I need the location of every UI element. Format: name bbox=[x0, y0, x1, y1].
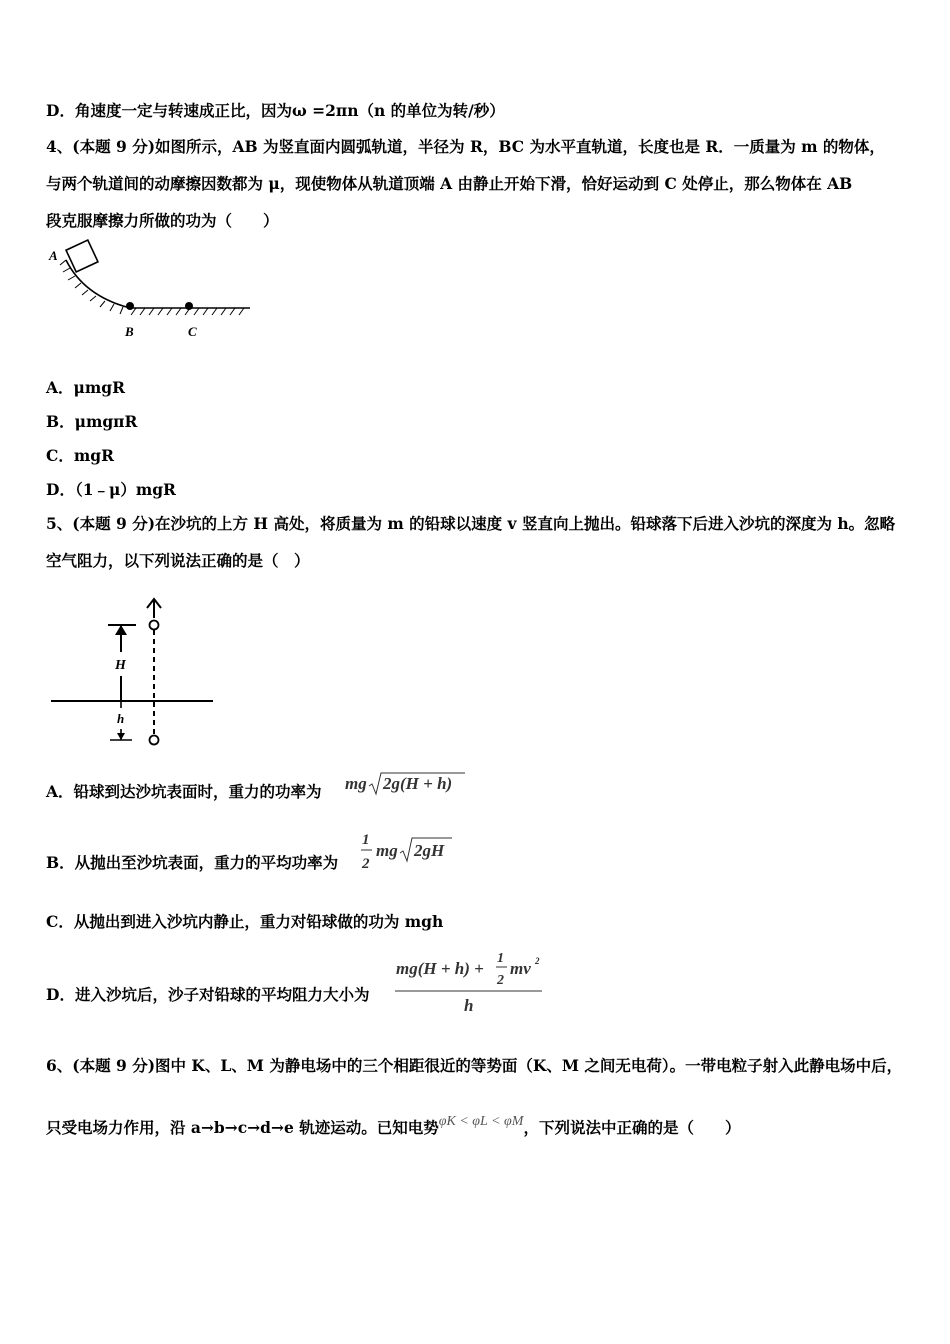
q5-option-b-frac-den: 2 bbox=[362, 856, 370, 872]
q4-option-c: C．mgR bbox=[46, 446, 114, 465]
q5-option-c: C．从抛出到进入沙坑内静止，重力对铅球做的功为 mgh bbox=[46, 912, 444, 931]
q5-option-d-denominator: h bbox=[464, 996, 474, 1015]
q6-text-line2-post: ，下列说法中正确的是（ ） bbox=[523, 1118, 741, 1137]
q5-option-b-radicand: 2gH bbox=[414, 841, 445, 860]
q4-text-line3: 段克服摩擦力所做的功为（ ） bbox=[46, 211, 279, 230]
q4-label-c: C bbox=[188, 324, 197, 339]
q5-option-a: A．铅球到达沙坑表面时，重力的功率为 bbox=[46, 782, 322, 801]
q3-option-d: D．角速度一定与转速成正比，因为ω =2πn（n 的单位为转/秒） bbox=[46, 101, 505, 120]
q4-track-figure bbox=[44, 238, 259, 346]
q5-option-d-half-den: 2 bbox=[497, 973, 504, 988]
q5-option-b-mg: mg bbox=[376, 841, 398, 860]
q4-option-b: B．μmgπR bbox=[46, 412, 138, 431]
q5-sandpit-figure bbox=[48, 594, 218, 750]
q5-option-a-formula-graphic bbox=[343, 770, 468, 798]
q6-text-line2-pre: 只受电场力作用，沿 a→b→c→d→e 轨迹运动。已知电势 bbox=[46, 1118, 439, 1137]
q5-ball-bottom bbox=[150, 736, 159, 745]
q4-label-b: B bbox=[125, 324, 134, 339]
q5-option-d-half-num: 1 bbox=[497, 951, 504, 966]
q5-option-d-mv: mv bbox=[510, 959, 531, 978]
q5-option-a-formula bbox=[343, 770, 468, 798]
q5-option-d-numerator: mg(H + h) + bbox=[396, 959, 484, 978]
q4-text-line2: 与两个轨道间的动摩擦因数都为 μ，现使物体从轨道顶端 A 由静止开始下滑，恰好运动到 C 处停止，那么物体在 AB bbox=[46, 174, 853, 193]
q6-potential-formula-text: φK < φL < φM bbox=[438, 1114, 524, 1129]
q5-option-b-formula bbox=[360, 828, 455, 874]
q5-option-d-formula-graphic bbox=[394, 947, 546, 1019]
q4-label-a: A bbox=[49, 248, 58, 263]
q4-option-a: A．μmgR bbox=[46, 378, 125, 397]
q4-option-d: D．（1﹣μ）mgR bbox=[46, 480, 176, 499]
q6-potential-formula bbox=[439, 1111, 524, 1133]
q4-text-line1: 4、(本题 9 分)如图所示，AB 为竖直面内圆弧轨道，半径为 R，BC 为水平直轨道，长度也是 R．一质量为 m 的物体， bbox=[46, 137, 885, 156]
q5-option-b-formula-graphic bbox=[360, 828, 455, 874]
q6-text-line2 bbox=[46, 1114, 741, 1141]
svg-text:2g(H + h): 2g(H + h) bbox=[383, 774, 453, 793]
q6-text-line1: 6、(本题 9 分)图中 K、L、M 为静电场中的三个相距很近的等势面（K、M 之间无电荷）。一带电粒子射入此静电场中后， bbox=[46, 1056, 903, 1075]
q5-label-h-lower: h bbox=[117, 711, 125, 726]
q5-text-line1: 5、(本题 9 分)在沙坑的上方 H 高处，将质量为 m 的铅球以速度 v 竖直向上抛出。铅球落下后进入沙坑的深度为 h。忽略 bbox=[46, 514, 896, 533]
q5-option-b: B．从抛出至沙坑表面，重力的平均功率为 bbox=[46, 853, 339, 872]
q4-point-b bbox=[126, 302, 134, 310]
svg-text:mg: mg bbox=[345, 774, 367, 793]
q4-point-c bbox=[185, 302, 193, 310]
q5-label-h-upper: H bbox=[115, 658, 126, 673]
q5-option-d-exp: 2 bbox=[535, 956, 540, 966]
q5-option-d: D．进入沙坑后，沙子对铅球的平均阻力大小为 bbox=[46, 985, 370, 1004]
q5-option-b-frac-num: 1 bbox=[362, 832, 370, 848]
q5-ball-top bbox=[150, 621, 159, 630]
q5-option-d-formula bbox=[394, 947, 546, 1019]
q5-text-line2: 空气阻力，以下列说法正确的是（ ） bbox=[46, 551, 310, 570]
